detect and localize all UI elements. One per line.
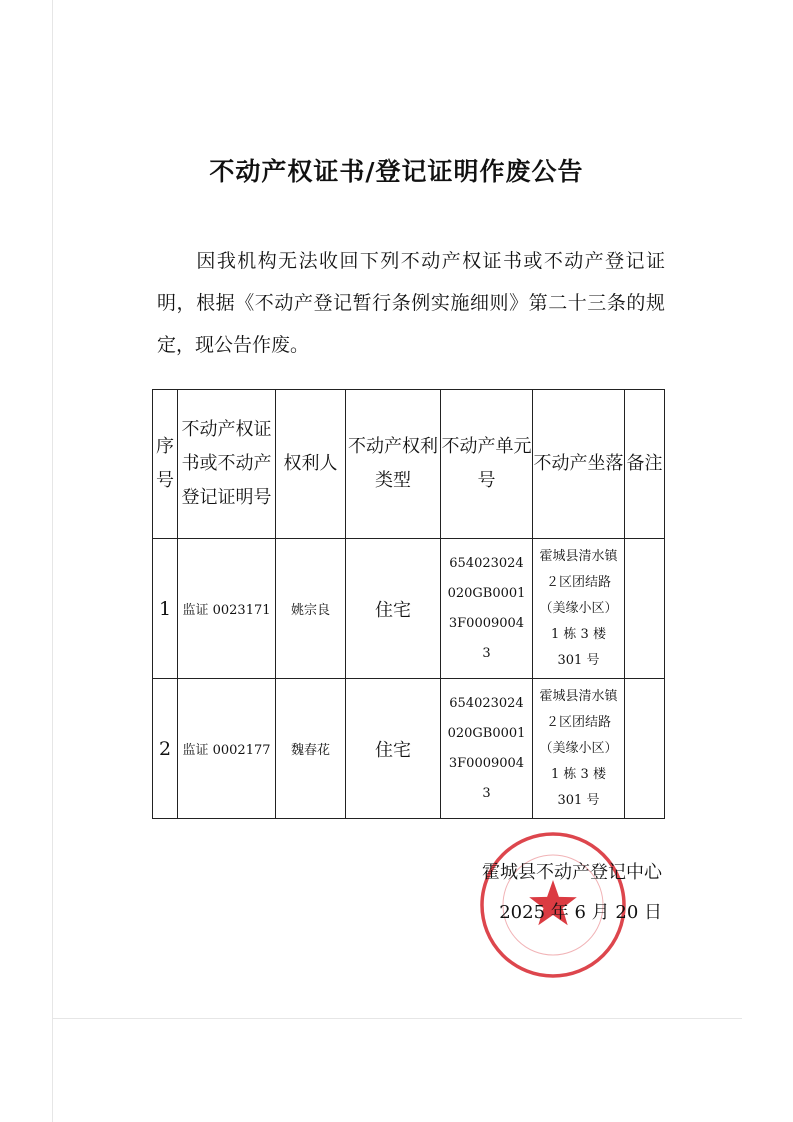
cell-cert-number: 监证 0002177 (178, 679, 276, 819)
table-row (153, 539, 665, 679)
table-header-row (153, 390, 665, 539)
cell-cert-number: 监证 0023171 (178, 539, 276, 679)
table-row (153, 679, 665, 819)
notice-body (157, 240, 665, 366)
cell-location: 霍城县清水镇２区团结路（美缘小区）1 栋 3 楼 301 号 (533, 539, 625, 679)
cell-right-type: 住宅 (346, 539, 441, 679)
cell-right-type: 住宅 (346, 679, 441, 819)
notice-text: 因我机构无法收回下列不动产权证书或不动产登记证明，根据《不动产登记暂行条例实施细则》第二十三条的规定，现公告作废。 (157, 250, 665, 356)
header-note: 备注 (625, 390, 665, 539)
scan-edge-bottom (52, 1018, 742, 1019)
cell-note (625, 679, 665, 819)
void-certificates-table (152, 389, 665, 819)
header-unit-number: 不动产单元号 (441, 390, 533, 539)
header-seq: 序号 (153, 390, 178, 539)
header-holder: 权利人 (276, 390, 346, 539)
cell-seq: 2 (153, 679, 178, 819)
header-cert-number: 不动产权证书或不动产登记证明号 (178, 390, 276, 539)
cell-unit-number: 654023024020GB00013F00090043 (441, 679, 533, 819)
cell-location: 霍城县清水镇２区团结路（美缘小区）1 栋 3 楼 301 号 (533, 679, 625, 819)
header-location: 不动产坐落 (533, 390, 625, 539)
cell-note (625, 539, 665, 679)
page-title: 不动产权证书/登记证明作废公告 (209, 157, 584, 186)
issue-date: 2025 年 6 月 20 日 (499, 902, 662, 923)
cell-seq: 1 (153, 539, 178, 679)
header-right-type: 不动产权利类型 (346, 390, 441, 539)
cell-holder: 姚宗良 (276, 539, 346, 679)
issuing-organization: 霍城县不动产登记中心 (482, 862, 662, 883)
cell-holder: 魏春花 (276, 679, 346, 819)
cell-unit-number: 654023024020GB00013F00090043 (441, 539, 533, 679)
